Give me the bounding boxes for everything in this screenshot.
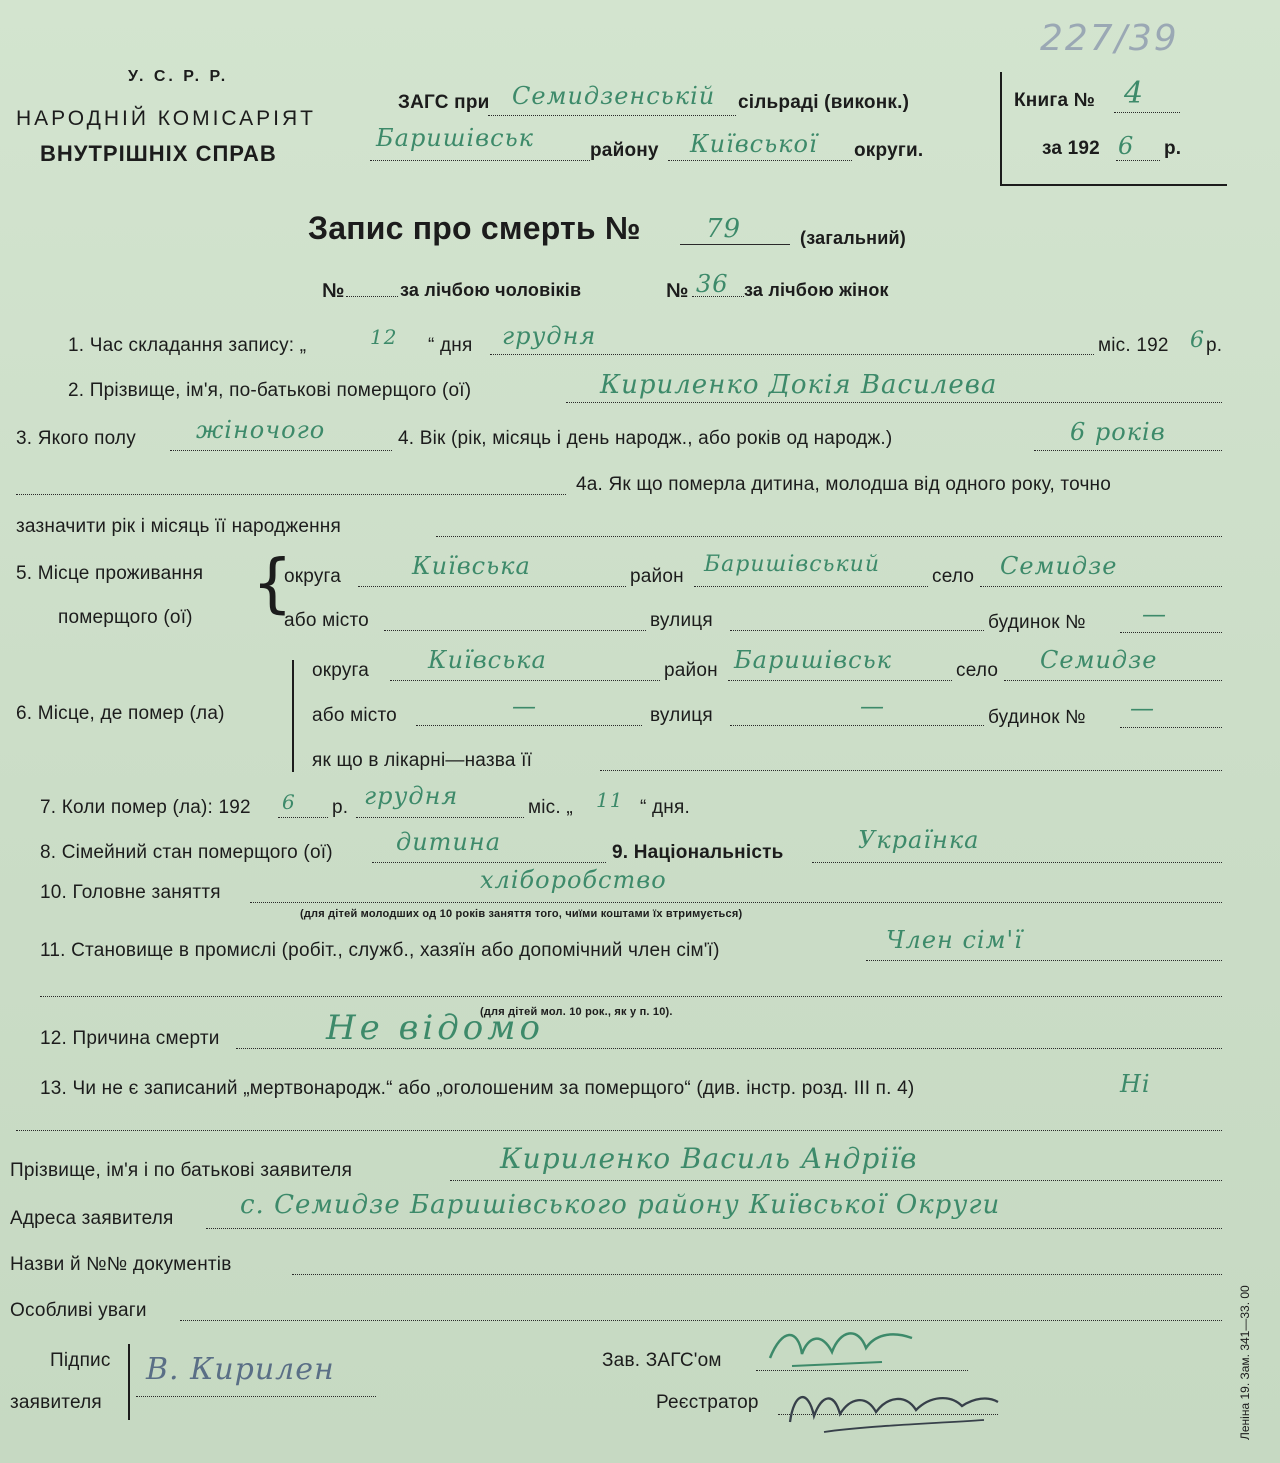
f4a-line2: зазначити рік і місяць її народження [16, 516, 341, 537]
men-number-prefix: № [322, 280, 345, 302]
district-label: району [590, 140, 659, 161]
f1-label: 1. Час складання запису: „ [68, 335, 307, 356]
f7-mis: міс. „ [528, 797, 573, 818]
f4-line [1034, 450, 1222, 451]
f7-label: 7. Коли помер (ла): 192 [40, 797, 251, 818]
f3-label: 3. Якого полу [16, 428, 136, 449]
signature-bracket [128, 1344, 130, 1420]
f1-year-label: міс. 192 [1098, 335, 1169, 356]
f7-end: “ дня. [640, 797, 690, 818]
okruha-label: округи. [854, 140, 924, 161]
signature-label2: заявителя [10, 1392, 102, 1413]
women-number-prefix: № [666, 280, 689, 302]
f3-value: жіночого [196, 416, 326, 444]
printer-note: Леніна 19. Зам. 341—33. 00 [1238, 1285, 1252, 1440]
f5-brace: { [252, 547, 293, 621]
f12-value: Не відомо [326, 1008, 544, 1048]
f6-budynok-value: — [1130, 694, 1155, 722]
f6-okruha-line [390, 680, 660, 681]
men-number-line [346, 296, 398, 297]
okruha-line [668, 160, 852, 161]
zags-village-line [488, 115, 736, 116]
f6-selo-label: село [956, 660, 999, 681]
f6-selo-line [1004, 680, 1222, 681]
declarant-name-line [450, 1180, 1222, 1181]
f11-value: Член сім'ї [886, 926, 1023, 954]
f1-end: р. [1206, 335, 1223, 356]
f5-raion-line [694, 586, 928, 587]
f5-raion-value: Баришівський [704, 552, 880, 577]
women-number: 36 [696, 270, 729, 298]
f7-year: 6 [282, 790, 296, 814]
f11-label: 11. Становище в промислі (робіт., служб., хазяїн або допомічний член сім'ї) [40, 940, 720, 961]
f11-note: (для дітей мол. 10 рок., як у п. 10). [480, 1006, 673, 1018]
declarant-name-label: Прізвище, ім'я і по батькові заявителя [10, 1160, 353, 1181]
commissariat-line1: НАРОДНІЙ КОМІСАРІЯТ [16, 107, 316, 130]
book-number-line [1114, 112, 1180, 113]
f6-label: 6. Місце, де помер (ла) [16, 703, 225, 724]
f7-month-line [356, 817, 524, 818]
book-year-suffix: р. [1164, 138, 1182, 159]
f7-r: р. [332, 797, 349, 818]
f4a-label: 4а. Як що померла дитина, молодша від одного року, точно [576, 474, 1112, 495]
book-label: Книга № [1014, 90, 1096, 111]
f7-year-line [278, 817, 328, 818]
f5-selo-line [980, 586, 1222, 587]
f6-misto-line [416, 725, 642, 726]
f4-label: 4. Вік (рік, місяць і день народж., або років од народж.) [398, 428, 893, 449]
f13-label: 13. Чи не є записаний „мертвонародж.“ або „оголошеним за померщого“ (див. інстр. розд. III п. 4) [40, 1078, 915, 1099]
f1-day: 12 [370, 325, 398, 349]
book-year-line [1116, 160, 1160, 161]
f3-line [170, 450, 392, 451]
f6-vulytsia-line [730, 725, 984, 726]
f2-label: 2. Прізвище, ім'я, по-батькові померщого (ої) [68, 380, 472, 401]
okruha-value: Київської [690, 130, 818, 158]
f12-label: 12. Причина смерти [40, 1028, 220, 1049]
f6-budynok-label: будинок № [988, 707, 1086, 728]
f6-hospital-line [600, 770, 1222, 771]
f11-line2 [40, 996, 1222, 997]
book-year-digit: 6 [1118, 132, 1135, 160]
book-year-prefix: за 192 [1042, 138, 1100, 159]
commissariat-line2: ВНУТРІШНІХ СПРАВ [40, 141, 277, 166]
f6-okruha-label: округа [312, 660, 370, 681]
f5-misto-label: або місто [284, 610, 369, 631]
f6-selo-value: Семидзе [1040, 646, 1158, 674]
record-title: Запис про смерть № [308, 210, 641, 246]
f6-vulytsia-label: вулиця [650, 705, 713, 726]
f13-line2 [16, 1130, 1222, 1131]
f10-label: 10. Головне заняття [40, 882, 221, 903]
documents-line [292, 1274, 1222, 1275]
f5-misto-line [384, 630, 646, 631]
f5-label1: 5. Місце проживання [16, 563, 204, 584]
district-line [370, 160, 590, 161]
record-number-line [680, 244, 790, 245]
f5-budynok-line [1120, 632, 1222, 633]
f8-value: дитина [396, 828, 501, 856]
zags-village-value: Семидзенській [512, 82, 716, 110]
f9-label: 9. Національність [612, 842, 784, 863]
f9-line [812, 862, 1222, 863]
men-count-label: за лічбою чоловіків [400, 280, 582, 300]
f5-raion-label: район [630, 566, 684, 587]
registrar-label: Реєстратор [656, 1392, 759, 1413]
f6-raion-value: Баришівськ [734, 646, 892, 674]
signature-label1: Підпис [50, 1350, 111, 1371]
f5-vulytsia-label: вулиця [650, 610, 713, 631]
f6-hospital-label: як що в лікарні—назва її [312, 750, 533, 771]
notes-label: Особливі уваги [10, 1300, 147, 1321]
documents-label: Назви й №№ документів [10, 1254, 232, 1275]
f6-bracket [292, 660, 294, 772]
district-value: Баришівськ [376, 124, 534, 152]
zags-head-signature [762, 1318, 922, 1378]
declarant-address-label: Адреса заявителя [10, 1208, 174, 1229]
f5-budynok-label: будинок № [988, 612, 1086, 633]
f6-okruha-value: Київська [428, 646, 547, 674]
declarant-address-line [206, 1228, 1222, 1229]
f10-note: (для дітей молодших од 10 років заняття того, чиїми коштами їх втримується) [300, 908, 743, 920]
declarant-address-value: с. Семидзе Баришівського району Київської Округи [240, 1190, 1001, 1220]
zags-suffix: сільраді (виконк.) [738, 92, 910, 113]
f9-value: Українка [858, 826, 980, 854]
f6-raion-label: район [664, 660, 718, 681]
f10-value: хліборобство [480, 866, 667, 894]
f5-okruha-line [358, 586, 626, 587]
f2-value: Кириленко Докія Василева [600, 370, 998, 400]
f6-budynok-line [1120, 727, 1222, 728]
f8-label: 8. Сімейний стан померщого (ої) [40, 842, 333, 863]
zags-head-label: Зав. ЗАГС'ом [602, 1350, 722, 1371]
book-number: 4 [1124, 76, 1145, 111]
f1-mid: “ дня [428, 335, 473, 356]
f4-value: 6 років [1070, 418, 1166, 446]
f6-misto-label: або місто [312, 705, 397, 726]
declarant-signature: В. Кирилен [146, 1352, 335, 1387]
declarant-name-value: Кириленко Василь Андріїв [500, 1142, 918, 1175]
archive-number: 227/39 [1040, 18, 1179, 59]
registrar-signature [784, 1372, 1004, 1442]
record-number: 79 [706, 214, 742, 244]
f5-selo-value: Семидзе [1000, 552, 1118, 580]
f10-line [250, 902, 1222, 903]
f5-okruha-value: Київська [412, 552, 531, 580]
notes-line [180, 1320, 1222, 1321]
signature-line [136, 1396, 376, 1397]
republic-abbr: У. С. Р. Р. [128, 68, 229, 85]
f8-line [372, 862, 606, 863]
f6-vulytsia-value: — [860, 692, 885, 720]
f7-month: грудня [364, 782, 459, 810]
f5-label2: померщого (ої) [58, 607, 193, 628]
f1-month: грудня [502, 322, 597, 350]
f7-day: 11 [596, 788, 624, 812]
women-count-label: за лічбою жінок [744, 280, 889, 300]
f5-vulytsia-line [730, 630, 984, 631]
f11-line [866, 960, 1222, 961]
f5-okruha-label: округа [284, 566, 342, 587]
f1-year: 6 [1190, 328, 1205, 353]
f2-line [566, 402, 1222, 403]
f6-misto-value: — [512, 692, 537, 720]
f4a-date-line [436, 536, 1222, 537]
f4a-line-left [16, 494, 566, 495]
record-general-label: (загальний) [800, 228, 906, 248]
women-number-line [692, 296, 744, 297]
f1-month-line [490, 354, 1094, 355]
f5-selo-label: село [932, 566, 975, 587]
f5-budynok-value: — [1142, 600, 1167, 628]
f13-value: Ні [1120, 1070, 1151, 1098]
f6-raion-line [728, 680, 952, 681]
f12-line [236, 1048, 1222, 1049]
zags-prefix: ЗАГС при [398, 92, 490, 113]
